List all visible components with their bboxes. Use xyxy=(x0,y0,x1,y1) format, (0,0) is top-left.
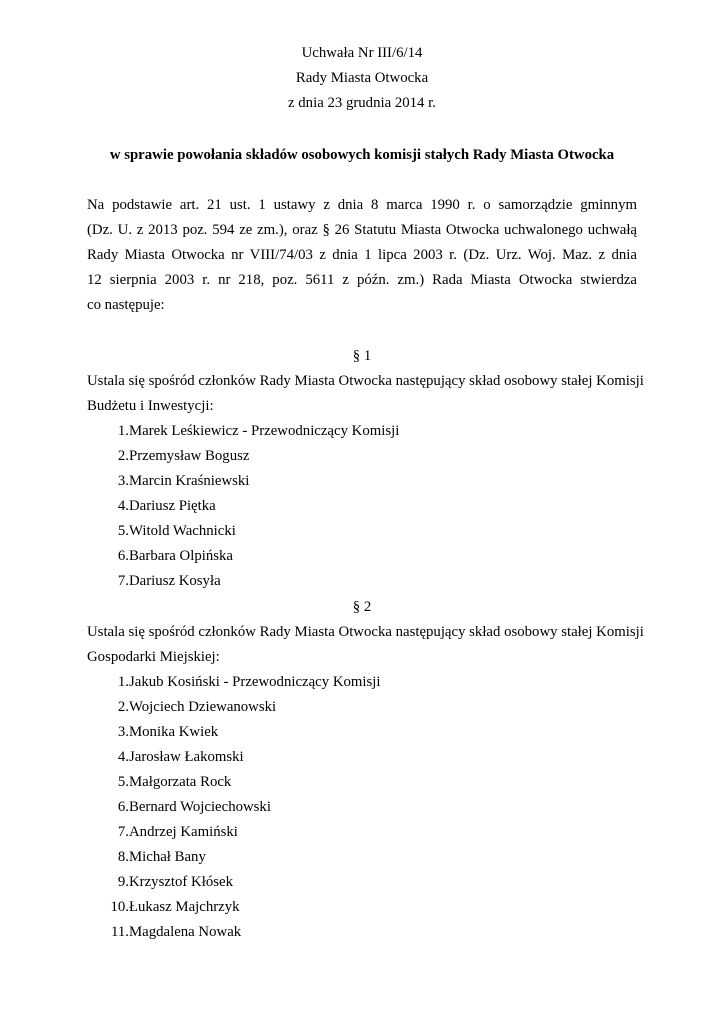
legal-basis-line: 12 sierpnia 2003 r. nr 218, poz. 5611 z późn. zm.) Rada Miasta Otwocka stwierdza xyxy=(87,272,637,288)
list-item xyxy=(87,723,637,748)
member-number: 6. xyxy=(117,799,129,815)
list-item xyxy=(87,848,637,873)
member-number: 10. xyxy=(110,899,129,915)
member-number: 4. xyxy=(117,498,129,514)
member-name: Jakub Kosiński - Przewodniczący Komisji xyxy=(129,674,381,690)
member-number: 5. xyxy=(117,523,129,539)
legal-basis xyxy=(87,196,637,321)
section-1-mark: § 1 xyxy=(352,348,372,364)
list-item xyxy=(87,497,637,522)
member-number: 5. xyxy=(117,774,129,790)
member-number: 4. xyxy=(117,749,129,765)
member-number: 8. xyxy=(117,849,129,865)
list-item xyxy=(87,472,637,497)
member-number: 2. xyxy=(117,699,129,715)
list-item xyxy=(87,698,637,723)
member-name: Dariusz Kosyła xyxy=(129,573,221,589)
list-item xyxy=(87,422,637,447)
member-number: 11. xyxy=(111,924,129,940)
member-name: Krzysztof Kłósek xyxy=(129,874,233,890)
member-name: Witold Wachnicki xyxy=(129,523,236,539)
list-item xyxy=(87,873,637,898)
list-item xyxy=(87,547,637,572)
member-number: 6. xyxy=(117,548,129,564)
list-item xyxy=(87,572,637,597)
list-item xyxy=(87,773,637,798)
committee-municipal-economy-members xyxy=(87,673,637,948)
resolution-subject: w sprawie powołania składów osobowych komisji stałych Rady Miasta Otwocka xyxy=(109,147,615,163)
list-item xyxy=(87,923,637,948)
resolution-number: Uchwała Nr III/6/14 xyxy=(301,45,423,61)
section-intro-line: Budżetu i Inwestycji: xyxy=(87,398,214,414)
member-number: 7. xyxy=(117,824,129,840)
member-number: 9. xyxy=(117,874,129,890)
section-intro-line: Ustala się spośród członków Rady Miasta Otwocka następujący skład osobowy stałej Komisji xyxy=(87,624,644,640)
member-name: Jarosław Łakomski xyxy=(129,749,244,765)
section-2-intro xyxy=(87,623,644,673)
resolution-date: z dnia 23 grudnia 2014 r. xyxy=(288,95,436,111)
member-name: Małgorzata Rock xyxy=(129,774,232,790)
member-name: Bernard Wojciechowski xyxy=(129,799,271,815)
member-name: Monika Kwiek xyxy=(129,724,219,740)
section-1-intro xyxy=(87,372,644,422)
list-item xyxy=(87,673,637,698)
member-number: 1. xyxy=(117,423,129,439)
section-intro-line: Ustala się spośród członków Rady Miasta Otwocka następujący skład osobowy stałej Komisji xyxy=(87,373,644,389)
member-name: Barbara Olpińska xyxy=(129,548,233,564)
section-intro-line: Gospodarki Miejskiej: xyxy=(87,649,220,665)
legal-basis-line: co następuje: xyxy=(87,297,165,313)
council-name: Rady Miasta Otwocka xyxy=(295,70,429,86)
member-number: 3. xyxy=(117,724,129,740)
list-item xyxy=(87,898,637,923)
member-number: 3. xyxy=(117,473,129,489)
member-number: 7. xyxy=(117,573,129,589)
member-name: Dariusz Piętka xyxy=(129,498,216,514)
section-2-mark: § 2 xyxy=(352,599,372,615)
member-name: Magdalena Nowak xyxy=(129,924,242,940)
member-name: Marcin Kraśniewski xyxy=(129,473,250,489)
member-name: Andrzej Kamiński xyxy=(129,824,238,840)
member-number: 2. xyxy=(117,448,129,464)
member-number: 1. xyxy=(117,674,129,690)
committee-budget-members xyxy=(87,422,637,597)
member-name: Łukasz Majchrzyk xyxy=(129,899,240,915)
list-item xyxy=(87,447,637,472)
member-name: Wojciech Dziewanowski xyxy=(129,699,277,715)
list-item xyxy=(87,522,637,547)
legal-basis-line: (Dz. U. z 2013 poz. 594 ze zm.), oraz § 26 Statutu Miasta Otwocka uchwalonego uchwałą xyxy=(87,222,637,238)
list-item xyxy=(87,798,637,823)
list-item xyxy=(87,823,637,848)
member-name: Marek Leśkiewicz - Przewodniczący Komisji xyxy=(129,423,400,439)
member-name: Przemysław Bogusz xyxy=(129,448,250,464)
legal-basis-line: Na podstawie art. 21 ust. 1 ustawy z dnia 8 marca 1990 r. o samorządzie gminnym xyxy=(87,197,637,213)
list-item xyxy=(87,748,637,773)
member-name: Michał Bany xyxy=(129,849,206,865)
legal-basis-line: Rady Miasta Otwocka nr VIII/74/03 z dnia 1 lipca 2003 r. (Dz. Urz. Woj. Maz. z dnia xyxy=(87,247,637,263)
